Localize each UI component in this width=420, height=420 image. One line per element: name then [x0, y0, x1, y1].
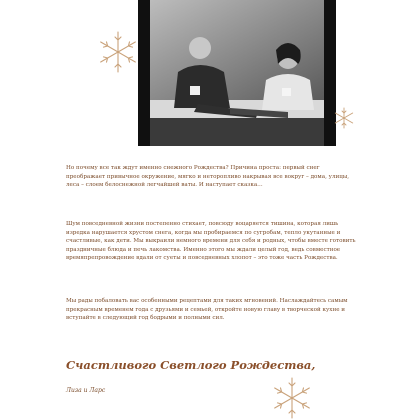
paragraph-intro: Но почему все так ждут именно снежного Рождества? Причина проста: первый снег преображает привычное окружение, мягко и неторопливо накрывая все вокруг – дома, улицы, леса – слоем белоснежной легчайшей ваты. И наступает сказка… — [66, 165, 350, 189]
snowflake-icon — [96, 30, 140, 74]
paragraph-closing: Мы рады побаловать вас особенными рецептами для таких мгновений. Наслаждайтесь самым прекрасным временем года с друзьями и семьей, откройте новую главу в творческой кухне и вступайте в следующий год бодрыми и полными сил. — [66, 298, 348, 322]
greeting-heading: Счастливого Светлого Рождества, — [66, 358, 316, 372]
paragraph-middle: Шум повседневной жизни постепенно стихает, повсюду воцаряется тишина, которая лишь изредка нарушается хрустом снега, когда мы пробираемся по сугробам, тепло укутанные и счастливые, как дети. Мы выкраили немного времени для себя и родных, чтобы вместе готовить праздничные блюда и печь лакомства. Именно этого мы ждали целый год, ведь совместное времяпрепровождение вдали от суеты и повседневных хлопот – это тоже часть Рождества. — [66, 221, 356, 262]
snowflake-icon — [270, 376, 314, 420]
snowflake-icon — [332, 106, 356, 130]
photo-couple-window — [138, 0, 336, 146]
signature: Лиза и Ларс — [66, 387, 106, 394]
